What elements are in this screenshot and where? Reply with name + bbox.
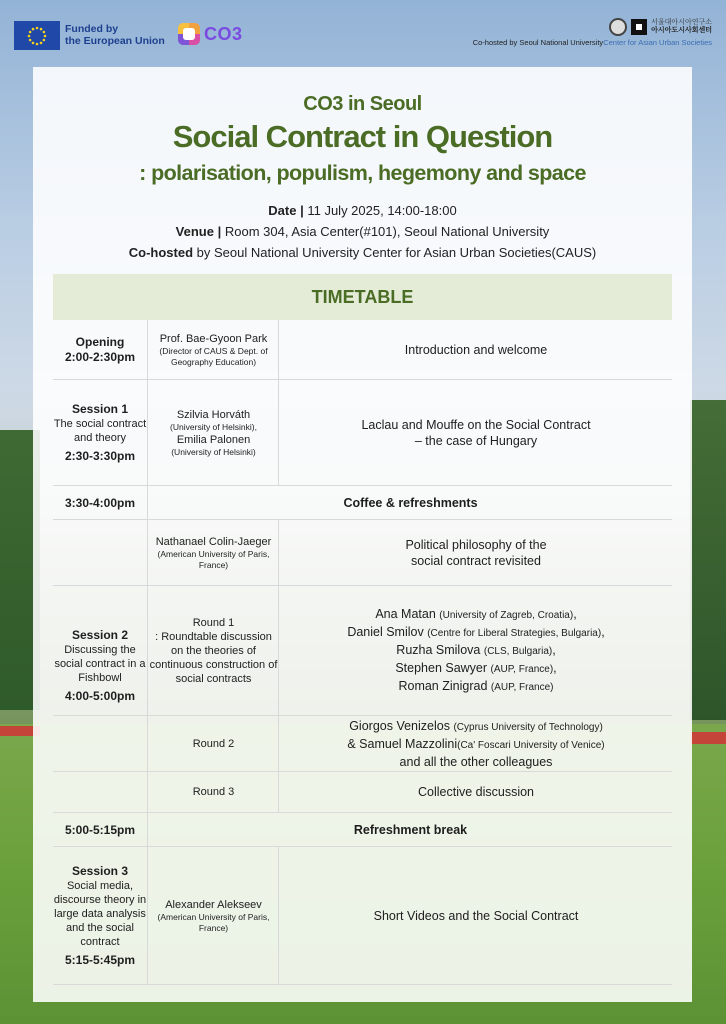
r1-p3-name: Ruzha Smilova	[396, 642, 481, 657]
opening-topic: Introduction and welcome	[404, 342, 548, 357]
round2-participant-2	[347, 736, 604, 754]
session1-time-cell	[53, 380, 148, 485]
opening-speaker-cell	[149, 320, 279, 379]
session3-desc: Social media, discourse theory in large data analysis and the social contract	[53, 879, 147, 948]
r1-p2-name: Daniel Smilov	[347, 624, 424, 639]
r2-p2-aff: (Ca' Foscari University of Venice)	[457, 739, 605, 751]
venue-label: Venue	[175, 224, 214, 239]
session2-time: 4:00-5:00pm	[64, 689, 136, 703]
snu-korean-name	[651, 19, 712, 35]
session2-part1-speaker: Nathanael Colin-Jaeger	[155, 535, 272, 548]
session1-topic-line1: Laclau and Mouffe on the Social Contract	[361, 417, 591, 432]
header-cohost-prefix: Co-hosted by Seoul National University	[472, 38, 604, 47]
session3-topic: Short Videos and the Social Contract	[373, 908, 579, 923]
round2-label-cell	[149, 716, 279, 771]
snu-logo	[609, 18, 712, 36]
opening-affiliation: (Director of CAUS & Dept. of Geography Education)	[159, 345, 268, 367]
event-venue: Venue | Room 304, Asia Center(#101), Seoul National University	[175, 224, 550, 239]
date-label: Date	[268, 203, 297, 218]
session2-part1-topic-cell	[280, 520, 672, 585]
session3-speaker: Alexander Alekseev	[165, 898, 262, 911]
session3-speaker-cell	[149, 847, 279, 984]
session2-part1-topic-line2: social contract revisited	[411, 553, 541, 568]
session3-time-cell	[53, 847, 148, 984]
r1-p1-name: Ana Matan	[375, 606, 436, 621]
session1-topic-cell	[280, 380, 672, 485]
session3-time: 5:15-5:45pm	[64, 952, 136, 967]
session2-label: Session 2	[71, 628, 129, 642]
refreshment-time-cell	[53, 813, 148, 846]
event-cohost	[33, 245, 692, 260]
r2-p1-aff: (Cyprus University of Technology)	[453, 721, 603, 733]
round3-label: Round 3	[192, 786, 235, 798]
r1-p4-aff: (AUP, France)	[490, 663, 554, 675]
r1-p5-name: Roman Zinigrad	[398, 678, 488, 693]
table-row-coffee	[53, 486, 672, 520]
timetable-heading: TIMETABLE	[53, 274, 672, 320]
coffee-time: 3:30-4:00pm	[64, 495, 136, 510]
table-row-session2-round3	[53, 772, 672, 813]
coffee-label: Coffee & refreshments	[343, 495, 478, 510]
opening-time: 2:00-2:30pm	[64, 349, 136, 364]
event-subtitle: : polarisation, populism, hegemony and space	[139, 161, 586, 185]
table-row-refreshment	[53, 813, 672, 847]
round2-participants-cell	[280, 716, 672, 771]
session1-speaker2: Emilia Palonen	[176, 433, 251, 446]
r1-p5-aff: (AUP, France)	[490, 681, 554, 693]
session2-part1-affil: (American University of Paris, France)	[157, 548, 270, 570]
session2-part1-topic-line1: Political philosophy of the	[405, 537, 547, 552]
session1-time: 2:30-3:30pm	[64, 448, 136, 463]
round1-label-cell	[149, 586, 279, 715]
date-value: 11 July 2025, 14:00-18:00	[307, 203, 457, 218]
table-row-opening	[53, 320, 672, 380]
event-date: Date | 11 July 2025, 14:00-18:00	[268, 203, 457, 218]
refreshment-label-cell	[149, 813, 672, 846]
session1-desc: The social contract and theory	[53, 417, 147, 444]
r1-p2-aff: (Centre for Liberal Strategies, Bulgaria)	[427, 627, 602, 639]
session2-desc: Discussing the social contract in a Fishbowl	[54, 644, 146, 684]
table-row-session2-round2	[53, 716, 672, 772]
round1-label: Round 1	[192, 616, 235, 629]
co3-wordmark: CO3	[204, 23, 243, 44]
session1-topic-line2: – the case of Hungary	[414, 433, 538, 448]
session2-part1-speaker-cell	[149, 520, 279, 585]
eu-line-2: the European Union	[65, 35, 165, 47]
table-row-session2-part1	[53, 520, 672, 586]
event-title: Social Contract in Question	[172, 119, 553, 154]
r2-p2-name: & Samuel Mazzolini	[347, 736, 458, 751]
table-row-session3	[53, 847, 672, 985]
cohost-value: by Seoul National University Center for Asian Urban Societies(CAUS)	[196, 245, 597, 260]
caus-square-icon	[631, 19, 647, 35]
session3-topic-cell	[280, 847, 672, 984]
round3-topic-cell	[280, 772, 672, 812]
round2-rest: and all the other colleagues	[399, 754, 553, 769]
eu-flag-icon	[14, 21, 60, 50]
round3-label-cell	[149, 772, 279, 812]
round1-participant-2: Daniel Smilov (Centre for Liberal Strategies, Bulgaria),	[347, 624, 605, 639]
opening-topic-cell	[280, 320, 672, 379]
r2-p1-name: Giorgos Venizelos	[349, 718, 450, 733]
table-row-session2-round1	[53, 586, 672, 716]
session3-affiliation: (American University of Paris, France)	[157, 911, 270, 933]
opening-speaker: Prof. Bae-Gyoon Park	[159, 332, 268, 345]
background-tree-right	[690, 400, 726, 720]
cohost-label: Co-hosted	[128, 245, 194, 260]
session1-speaker-cell	[149, 380, 279, 485]
session1-speaker1: Szilvia Horváth	[176, 408, 251, 421]
snu-emblem-icon	[609, 18, 627, 36]
round1-participant-4: Stephen Sawyer (AUP, France),	[395, 660, 557, 675]
coffee-label-cell	[149, 486, 672, 519]
round1-desc: : Roundtable discussion on the theories of continuous construction of social contracts	[149, 630, 278, 685]
session1-label: Session 1	[71, 401, 129, 416]
snu-korean-line-1: 서울대아시아연구소	[651, 19, 712, 26]
opening-label: Opening	[75, 334, 125, 349]
header-cohost-line	[473, 38, 712, 47]
session1-affil2: (University of Helsinki)	[171, 446, 256, 457]
co3-logo	[178, 23, 243, 45]
refreshment-time: 5:00-5:15pm	[64, 822, 136, 837]
session3-label: Session 3	[71, 863, 129, 878]
refreshment-label: Refreshment break	[353, 822, 468, 837]
venue-value: Room 304, Asia Center(#101), Seoul National University	[224, 224, 550, 239]
session1-affil1: (University of Helsinki),	[170, 421, 257, 432]
co3-mark-icon	[178, 23, 200, 45]
snu-korean-line-2: 아시아도시사회센터	[651, 27, 712, 34]
opening-time-cell	[53, 320, 148, 379]
background-flowers-right	[690, 732, 726, 744]
coffee-time-cell	[53, 486, 148, 519]
program-card	[33, 67, 692, 1002]
round2-label: Round 2	[192, 737, 235, 750]
round1-participant-5	[398, 678, 553, 696]
round1-participant-3: Ruzha Smilova (CLS, Bulgaria),	[396, 642, 556, 657]
table-row-session1	[53, 380, 672, 486]
event-series-title: CO3 in Seoul	[303, 93, 422, 115]
eu-line-1: Funded by	[65, 23, 119, 35]
round3-topic: Collective discussion	[417, 785, 535, 799]
r1-p1-aff: (University of Zagreb, Croatia)	[439, 609, 574, 621]
r1-p3-aff: (CLS, Bulgaria)	[483, 645, 553, 657]
eu-funding-text	[65, 23, 165, 47]
round2-participant-1	[349, 718, 603, 736]
round1-participants-cell	[280, 586, 672, 715]
round1-participant-1: Ana Matan (University of Zagreb, Croatia),	[375, 606, 577, 621]
r1-p4-name: Stephen Sawyer	[395, 660, 488, 675]
header-cohost-center: Center for Asian Urban Societies	[603, 38, 712, 47]
